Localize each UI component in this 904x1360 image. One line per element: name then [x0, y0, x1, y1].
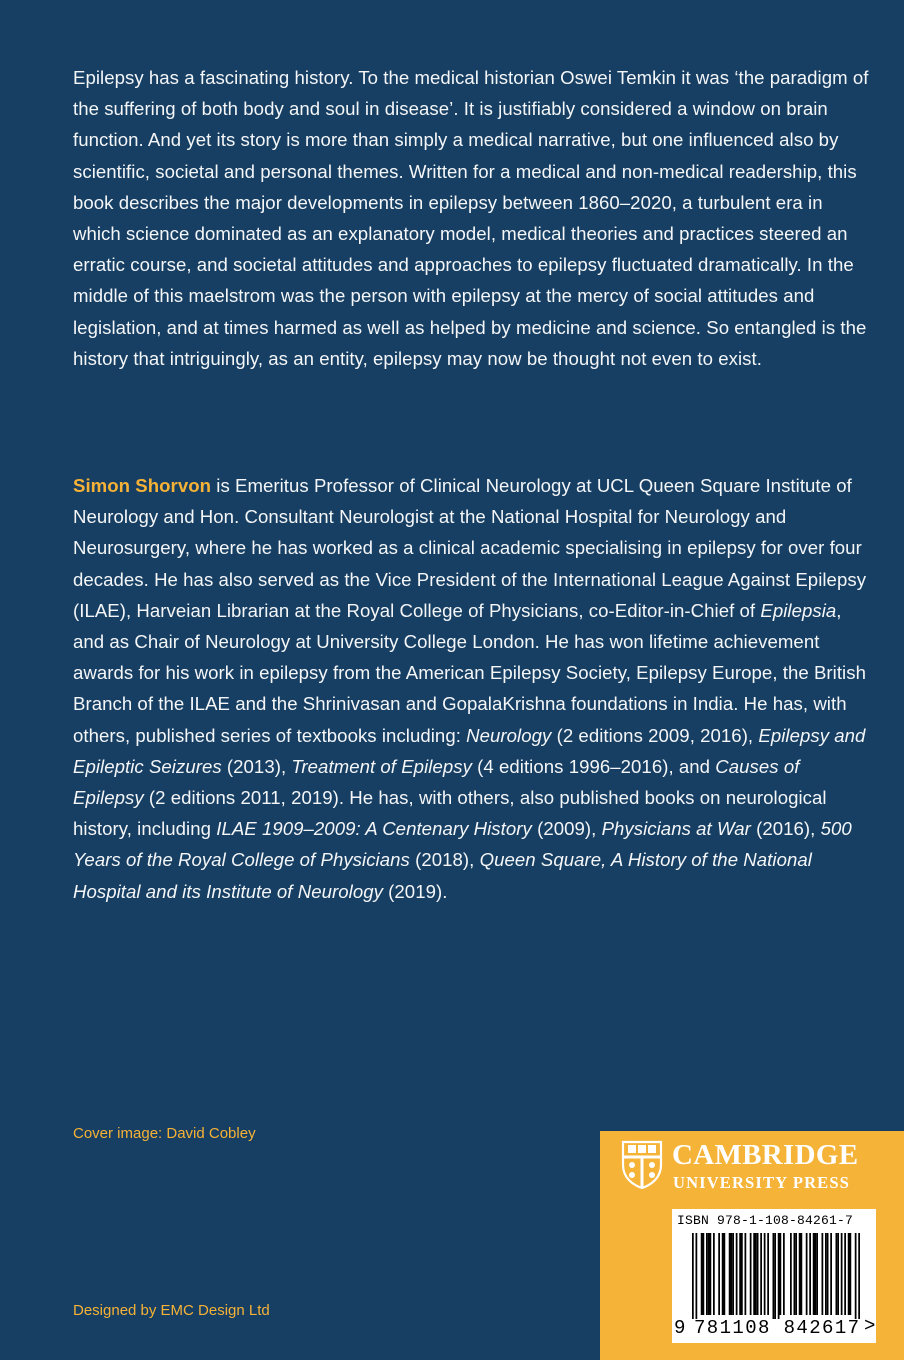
- bio-title: Causes of Epilepsy: [73, 755, 800, 809]
- barcode-bar: [830, 1233, 832, 1315]
- barcode-bar: [816, 1233, 818, 1315]
- bio-title: Queen Square, A History of the National Hospital and its Institute of Neurology: [73, 849, 812, 902]
- cover-image-credit: Cover image: David Cobley: [73, 1125, 256, 1142]
- isbn-label: ISBN 978-1-108-84261-7: [677, 1213, 854, 1228]
- bio-paragraph: [73, 470, 873, 907]
- barcode-bar: [801, 1233, 803, 1315]
- barcode-bar: [767, 1233, 769, 1315]
- bio-title: Epilepsia: [760, 599, 837, 621]
- publisher-panel: [600, 1131, 904, 1360]
- barcode-quiet-zone-marker: >: [864, 1315, 876, 1337]
- barcode: [672, 1209, 876, 1343]
- barcode-first-digit: 9: [674, 1317, 686, 1339]
- bio-text: (2 editions 2009, 2016),: [551, 724, 759, 746]
- bio-title: 500 Years of the Royal College of Physicians: [73, 818, 852, 871]
- author-bio: [73, 470, 873, 907]
- barcode-bar: [750, 1233, 752, 1315]
- barcode-bar: [710, 1233, 712, 1315]
- barcode-bar: [701, 1233, 703, 1315]
- barcode-bar: [753, 1233, 755, 1315]
- bio-text: (2 editions 2011, 2019). He has, with others, also published books on neurological history, including: [73, 787, 827, 840]
- barcode-bar: [848, 1233, 850, 1315]
- barcode-bar: [778, 1233, 780, 1319]
- bio-title: Treatment of Epilepsy: [291, 755, 472, 777]
- barcode-bar: [841, 1233, 843, 1315]
- barcode-bar: [722, 1233, 724, 1315]
- barcode-bar: [813, 1233, 815, 1315]
- bio-text: (4 editions 1996–2016), and: [471, 755, 716, 777]
- barcode-bar: [703, 1233, 705, 1315]
- author-name: Simon Shorvon: [73, 475, 212, 496]
- barcode-bar: [739, 1233, 741, 1315]
- barcode-bar: [757, 1233, 759, 1315]
- barcode-bars-icon: [672, 1233, 876, 1319]
- barcode-bar: [755, 1233, 757, 1315]
- barcode-bar: [708, 1233, 710, 1315]
- barcode-bar: [760, 1233, 762, 1315]
- bio-text: (2009),: [531, 818, 602, 840]
- design-credit: Designed by EMC Design Ltd: [73, 1302, 270, 1319]
- barcode-bar: [815, 1233, 817, 1315]
- bio-title: Epilepsy and Epileptic Seizures: [73, 724, 866, 777]
- publisher-subtitle: UNIVERSITY PRESS: [673, 1173, 850, 1192]
- barcode-bar: [806, 1233, 808, 1315]
- barcode-bar: [855, 1233, 857, 1319]
- barcode-bar: [825, 1233, 827, 1315]
- barcode-bar: [809, 1233, 811, 1315]
- bio-text: , and as Chair of Neurology at University College London. He has won lifetime achievement awards for his work in epilepsy from the American Epilepsy Society, Epilepsy Europe, the British Branch of the ILAE and the Shrinivasan and GopalaKrishna foundations in India. He has, with others, published series of textbooks including:: [73, 599, 866, 746]
- barcode-bar: [729, 1233, 731, 1315]
- bio-text: (2018),: [409, 849, 480, 871]
- barcode-bar: [713, 1233, 715, 1315]
- barcode-bar: [794, 1233, 796, 1315]
- bio-title: ILAE 1909–2009: A Centenary History: [216, 818, 532, 840]
- barcode-bar: [731, 1233, 733, 1315]
- barcode-bar: [696, 1233, 698, 1319]
- barcode-bar: [858, 1233, 860, 1319]
- cambridge-crest-icon: [620, 1139, 664, 1189]
- barcode-bar: [827, 1233, 829, 1315]
- barcode-bar: [844, 1233, 846, 1315]
- barcode-bar: [736, 1233, 738, 1315]
- barcode-bar: [799, 1233, 801, 1315]
- blurb-paragraph: Epilepsy has a fascinating history. To the medical historian Oswei Temkin it was ‘the paradigm of the suffering of both body and soul in disease’. It is justifiably considered a window on brain function. And yet its story is more than simply a medical narrative, but one influenced also by scientific, societal and personal themes. Written for a medical and non-medical readership, this book describes the major developments in epilepsy between 1860–2020, a turbulent era in which science dominated as an explanatory model, medical theories and practices steered an erratic course, and societal attitudes and approaches to epilepsy fluctuated dramatically. In the middle of this maelstrom was the person with epilepsy at the mercy of social attitudes and legislation, and at times harmed as well as helped by medicine and science. So entangled is the history that intriguingly, as an entity, epilepsy may now be thought not even to exist.: [73, 67, 869, 369]
- barcode-bar: [822, 1233, 824, 1315]
- barcode-bar: [745, 1233, 747, 1315]
- barcode-bar: [692, 1233, 694, 1319]
- barcode-bar: [836, 1233, 838, 1315]
- barcode-bar: [837, 1233, 839, 1315]
- barcode-digits: 781108 842617: [694, 1317, 861, 1339]
- barcode-bar: [850, 1233, 852, 1315]
- barcode-bar: [764, 1233, 766, 1315]
- bio-title: Neurology: [466, 724, 552, 746]
- barcode-bar: [790, 1233, 792, 1315]
- barcode-bar: [732, 1233, 734, 1315]
- barcode-bar: [724, 1233, 726, 1315]
- bio-text: (2016),: [750, 818, 821, 840]
- barcode-bar: [718, 1233, 720, 1315]
- barcode-bar: [783, 1233, 785, 1315]
- bio-title: Physicians at War: [601, 818, 751, 840]
- barcode-bar: [706, 1233, 708, 1315]
- publisher-name: CAMBRIDGE: [672, 1139, 859, 1171]
- barcode-bar: [795, 1233, 797, 1315]
- barcode-bar: [774, 1233, 776, 1319]
- barcode-bar: [773, 1233, 775, 1319]
- bio-text: is Emeritus Professor of Clinical Neurology at UCL Queen Square Institute of Neurology and Hon. Consultant Neurologist at the National Hospital for Neurology and Neurosurgery, where he has worked as a clinical academic specialising in epilepsy for over four decades. He has also served as the Vice President of the International League Against Epilepsy (ILAE), Harveian Librarian at the Royal College of Physicians, co-Editor-in-Chief of: [73, 475, 867, 621]
- bio-text: (2019).: [382, 880, 448, 902]
- bio-text: (2013),: [221, 755, 292, 777]
- book-blurb: [73, 62, 873, 374]
- barcode-bar: [741, 1233, 743, 1315]
- barcode-bar: [780, 1233, 782, 1315]
